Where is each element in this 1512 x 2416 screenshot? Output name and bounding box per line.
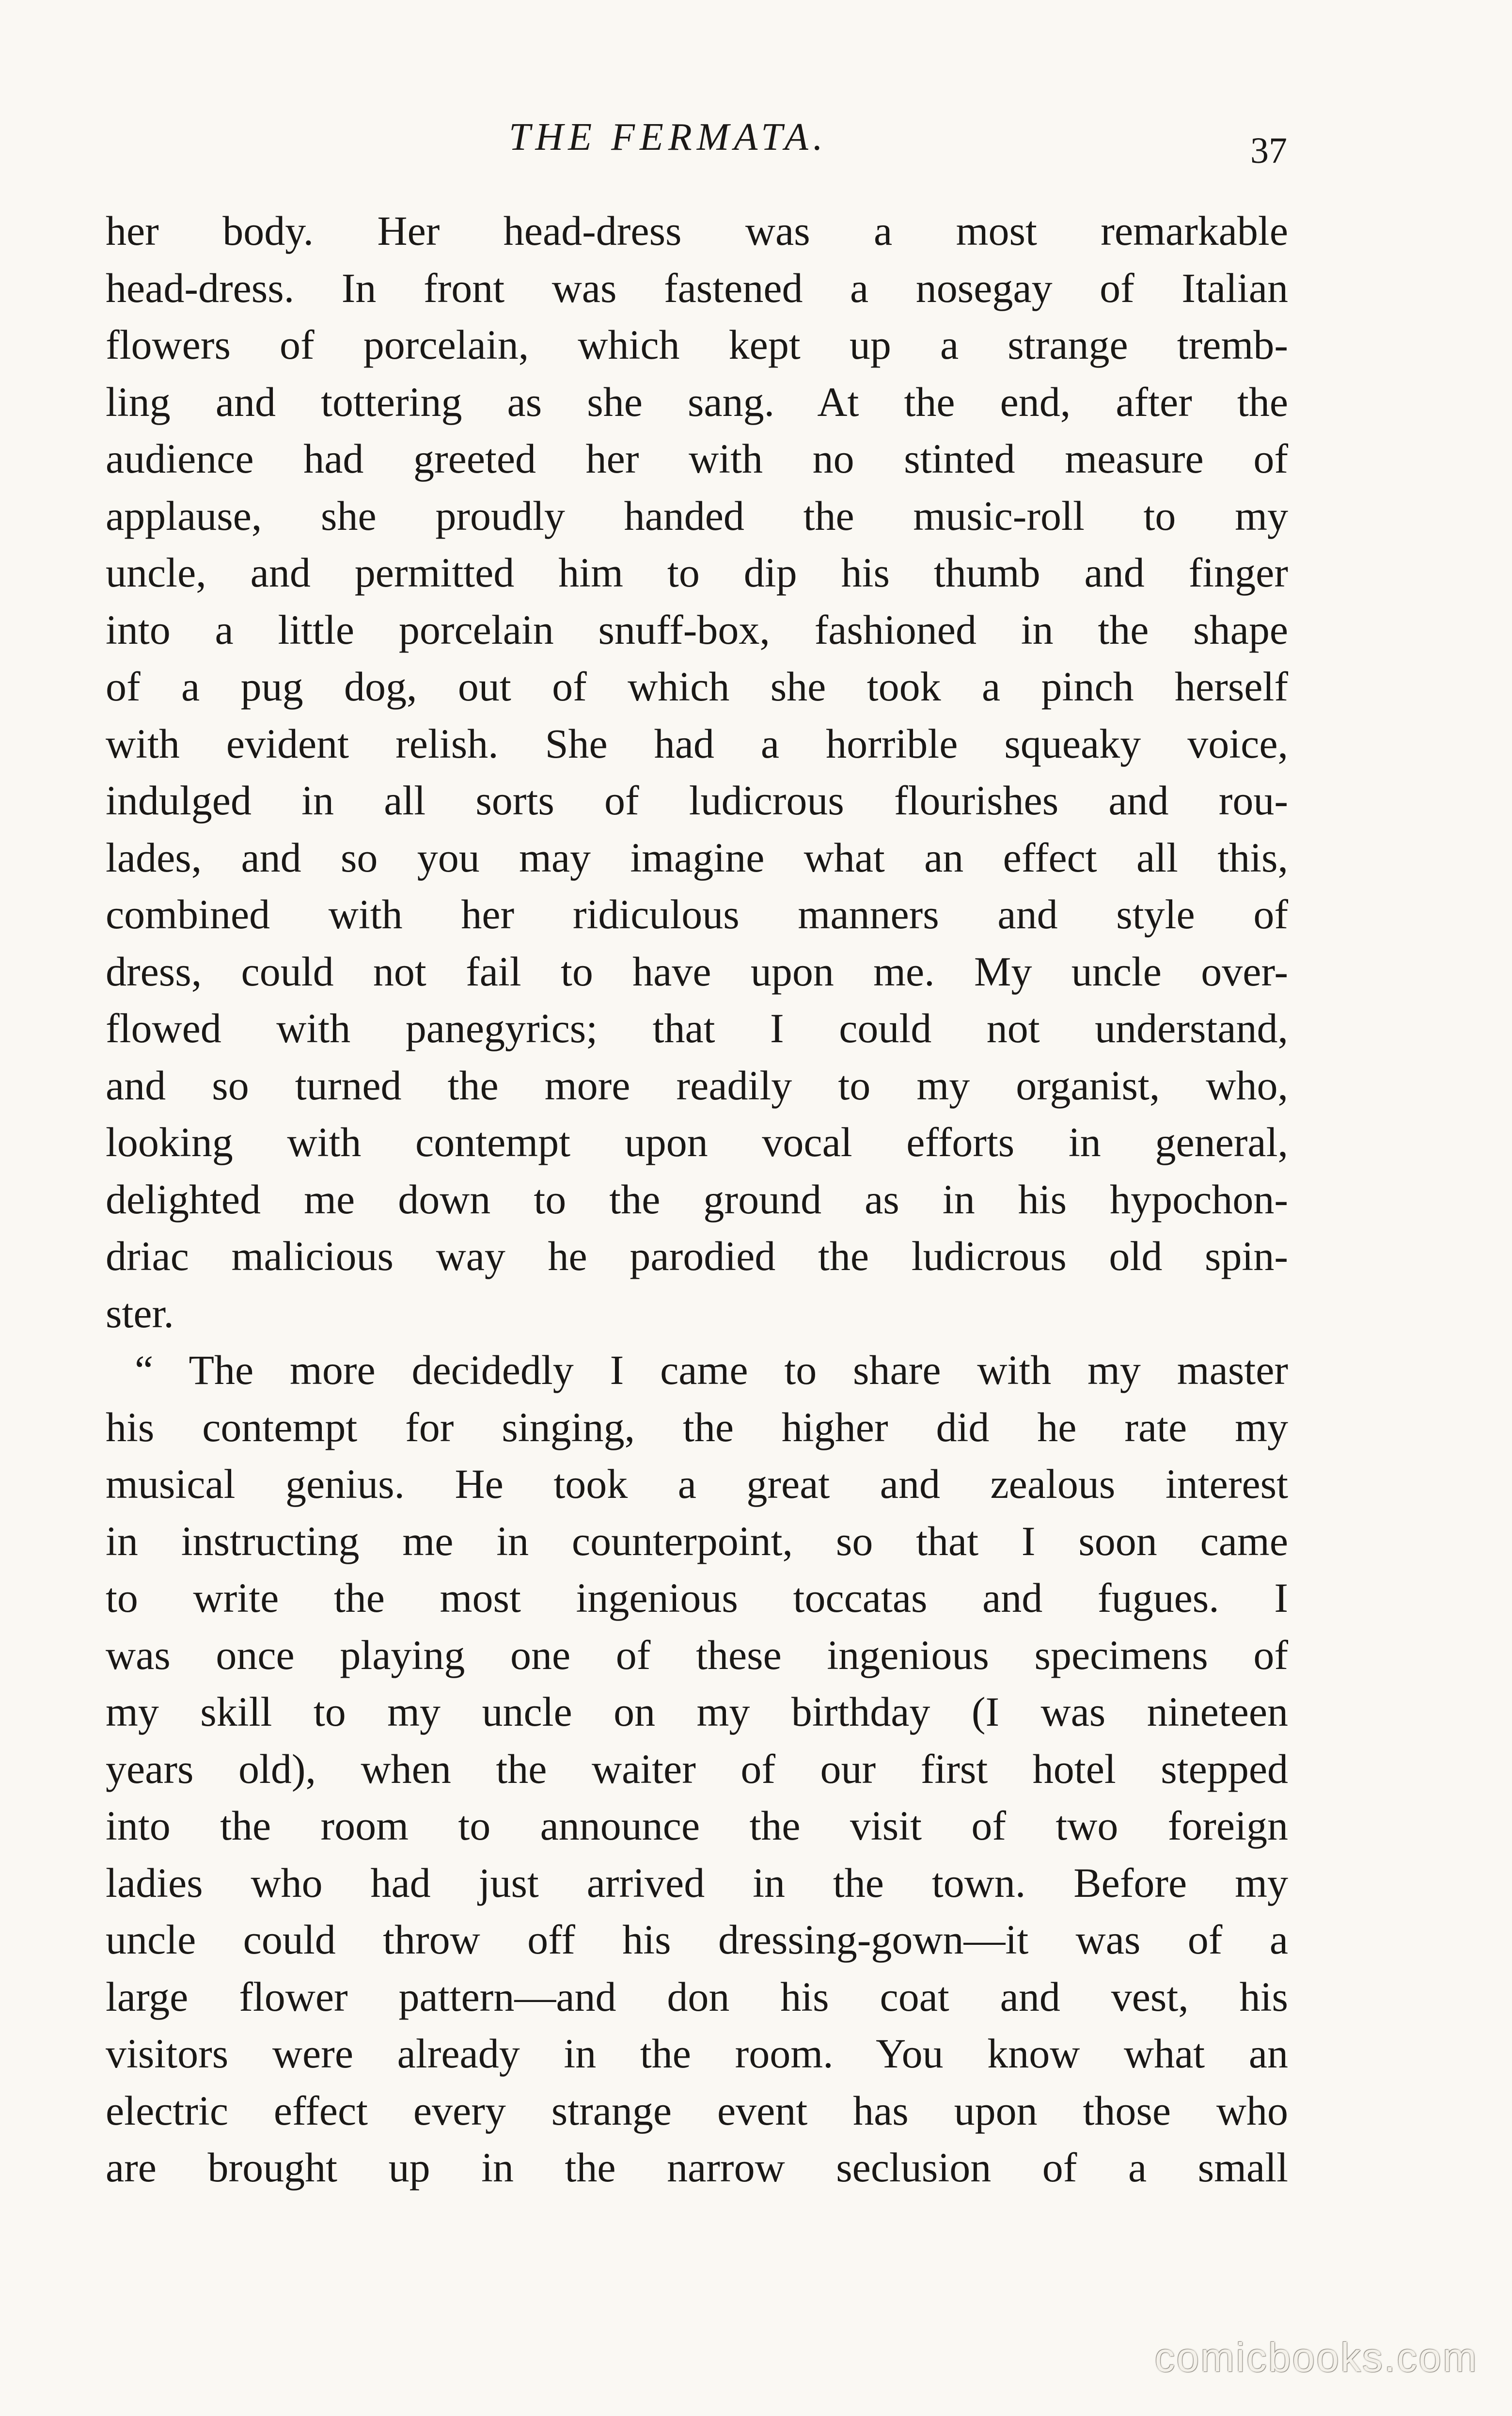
text-line: combined with her ridiculous manners and style of <box>106 891 1288 938</box>
text-line: was once playing one of these ingenious specimens of <box>106 1631 1288 1678</box>
text-line: my skill to my uncle on my birthday (I was nineteen <box>106 1688 1288 1735</box>
text-line: his contempt for singing, the higher did he rate my <box>106 1403 1288 1450</box>
text-line: years old), when the waiter of our first hotel stepped <box>106 1745 1288 1792</box>
text-line: flowed with panegyrics; that I could not understand, <box>106 1005 1288 1051</box>
paragraph-start-line: “ The more decidedly I came to share with my master <box>135 1347 1288 1393</box>
text-line: ling and tottering as she sang. At the end, after the <box>106 378 1288 425</box>
text-line: looking with contempt upon vocal efforts in general, <box>106 1119 1288 1165</box>
text-line: dress, could not fail to have upon me. My uncle over- <box>106 948 1288 995</box>
text-line: indulged in all sorts of ludicrous flourishes and rou- <box>106 777 1288 824</box>
running-title: THE FERMATA. <box>509 116 828 159</box>
text-line: head-dress. In front was fastened a nosegay of Italian <box>106 264 1288 311</box>
text-line: musical genius. He took a great and zealous interest <box>106 1461 1288 1507</box>
text-line: applause, she proudly handed the music-roll to my <box>106 492 1288 539</box>
body-text <box>106 203 1288 2196</box>
watermark: comicbooks.com <box>1154 2335 1478 2380</box>
paragraph-end-line: ster. <box>106 1289 174 1336</box>
page-number: 37 <box>1250 130 1287 171</box>
text-line: uncle, and permitted him to dip his thumb and finger <box>106 549 1288 596</box>
text-line: electric effect every strange event has upon those who <box>106 2087 1288 2134</box>
text-line: delighted me down to the ground as in his hypochon- <box>106 1176 1288 1223</box>
text-line: lades, and so you may imagine what an effect all this, <box>106 834 1288 881</box>
text-line: audience had greeted her with no stinted measure of <box>106 435 1288 482</box>
text-line: and so turned the more readily to my organist, who, <box>106 1062 1288 1109</box>
text-line: with evident relish. She had a horrible squeaky voice, <box>106 720 1288 767</box>
running-head <box>0 111 1512 171</box>
text-line: visitors were already in the room. You know what an <box>106 2030 1288 2077</box>
text-line: large flower pattern—and don his coat and vest, his <box>106 1973 1288 2020</box>
text-line: driac malicious way he parodied the ludicrous old spin- <box>106 1233 1288 1279</box>
text-line: are brought up in the narrow seclusion of a small <box>106 2144 1288 2191</box>
text-line: ladies who had just arrived in the town. Before my <box>106 1859 1288 1906</box>
text-line: to write the most ingenious toccatas and fugues. I <box>106 1574 1288 1621</box>
text-line: into a little porcelain snuff-box, fashioned in the shape <box>106 606 1288 653</box>
text-line: her body. Her head-dress was a most remarkable <box>106 207 1288 254</box>
text-line: into the room to announce the visit of two foreign <box>106 1802 1288 1849</box>
text-line: uncle could throw off his dressing-gown—it was of a <box>106 1916 1288 1963</box>
text-line: in instructing me in counterpoint, so that I soon came <box>106 1517 1288 1564</box>
text-line: of a pug dog, out of which she took a pinch herself <box>106 663 1288 710</box>
text-line: flowers of porcelain, which kept up a strange tremb- <box>106 321 1288 368</box>
